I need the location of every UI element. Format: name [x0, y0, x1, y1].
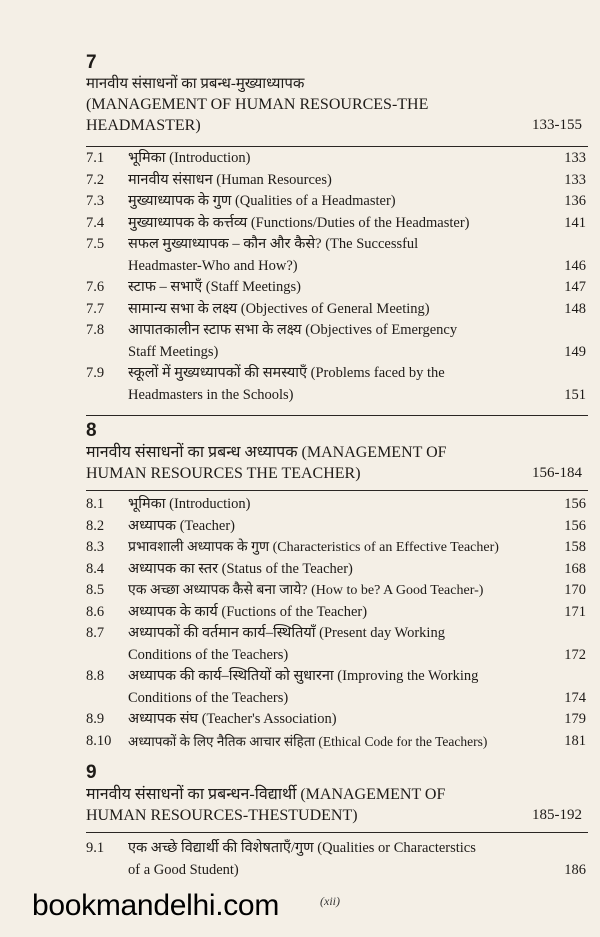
toc-entry	[86, 363, 586, 406]
entry-number: 9.1	[86, 840, 105, 856]
entry-page: 133	[564, 171, 586, 188]
entry-page: 179	[564, 711, 586, 727]
entry-title: अध्यापक (Teacher)	[128, 517, 236, 534]
chapter-title-row	[86, 805, 586, 826]
entry-title-cont: Conditions of the Teachers)	[128, 689, 289, 706]
chapter-number: 7	[86, 52, 97, 73]
entry-title: अध्यापक के कार्य (Fuctions of the Teacher)	[128, 603, 368, 620]
entry-number: 7.1	[86, 150, 105, 166]
entry-page: 168	[564, 560, 586, 577]
entry-title-cont: of a Good Student)	[128, 861, 239, 878]
chapter-divider	[86, 832, 588, 833]
toc-entry	[86, 277, 586, 299]
toc-entry	[86, 299, 586, 321]
entry-title: सफल मुख्याध्यापक – कौन और कैसे? (The Successful	[128, 236, 419, 252]
entry-page: 141	[564, 214, 586, 231]
toc-entry	[86, 580, 586, 602]
entry-number: 8.4	[86, 560, 105, 577]
entry-page: 172	[564, 646, 586, 663]
page-number: (xii)	[320, 894, 340, 908]
entry-title: मुख्याध्यापक के कर्त्तव्य (Functions/Duties of the Headmaster)	[128, 214, 470, 231]
entry-title: एक अच्छा अध्यापक कैसे बना जाये? (How to be? A Good Teacher-)	[128, 583, 484, 598]
toc-entry	[86, 559, 586, 581]
toc-entry	[86, 623, 586, 666]
entry-page: 151	[564, 386, 586, 403]
entry-title: अध्यापकों के लिए नैतिक आचार संहिता (Ethical Code for the Teachers)	[128, 733, 488, 749]
entry-number: 8.2	[86, 517, 105, 534]
toc-entry	[86, 838, 586, 881]
entry-title: अध्यापक का स्तर (Status of the Teacher)	[128, 560, 353, 577]
entry-page: 181	[564, 732, 586, 749]
toc-entry	[86, 170, 586, 192]
entry-number: 8.5	[86, 582, 105, 598]
entry-number: 7.2	[86, 171, 105, 188]
entry-number: 7.6	[86, 279, 105, 295]
entry-page: 147	[564, 279, 586, 295]
chapter-divider	[86, 146, 588, 147]
toc-entry	[86, 234, 586, 277]
toc-entry	[86, 213, 586, 235]
entry-title: प्रभावशाली अध्यापक के गुण (Characteristics of an Effective Teacher)	[128, 540, 499, 555]
toc-entry	[86, 537, 586, 559]
entry-page: 158	[564, 539, 586, 555]
entry-page: 133	[564, 150, 586, 166]
entry-number: 7.7	[86, 300, 105, 317]
entry-number: 8.6	[86, 603, 105, 620]
chapter-9-entries	[86, 838, 586, 881]
entry-title: मानवीय संसाधन (Human Resources)	[128, 171, 332, 188]
chapter-7-entries	[86, 148, 586, 406]
entry-number: 7.3	[86, 193, 105, 209]
chapter-title-cont: HUMAN RESOURCES-THESTUDENT)	[86, 807, 358, 824]
entry-page: 149	[564, 343, 586, 360]
entry-number: 8.8	[86, 668, 105, 684]
toc-entry	[86, 666, 586, 709]
entry-number: 8.7	[86, 625, 105, 641]
chapter-title-row	[86, 115, 586, 136]
entry-number: 8.3	[86, 539, 105, 555]
chapter-8-entries	[86, 494, 586, 752]
entry-title: अध्यापक संघ (Teacher's Association)	[128, 711, 337, 727]
entry-page: 136	[564, 193, 586, 209]
entry-number: 7.9	[86, 365, 105, 381]
chapter-title-cont: HUMAN RESOURCES THE TEACHER)	[86, 465, 361, 482]
chapter-page-range: 185-192	[532, 807, 582, 823]
entry-title: स्टाफ – सभाएँ (Staff Meetings)	[128, 279, 301, 295]
toc-entry	[86, 709, 586, 731]
entry-title: आपातकालीन स्टाफ सभा के लक्ष्य (Objectives of Emergency	[128, 322, 458, 338]
site-watermark: bookmandelhi.com	[32, 889, 280, 922]
toc-entry	[86, 731, 586, 753]
entry-page: 174	[564, 689, 586, 706]
entry-title-cont: Headmaster-Who and How?)	[128, 257, 298, 274]
entry-title: अध्यापक की कार्य–स्थितियों को सुधारना (Improving the Working	[128, 668, 479, 684]
toc-entry	[86, 494, 586, 516]
entry-number: 8.1	[86, 496, 105, 512]
chapter-divider	[86, 490, 588, 491]
chapter-title-english: (MANAGEMENT OF HUMAN RESOURCES-THE	[86, 96, 429, 113]
entry-number: 8.10	[86, 732, 112, 749]
entry-title: भूमिका (Introduction)	[128, 496, 251, 512]
entry-title: मुख्याध्यापक के गुण (Qualities of a Headmaster)	[128, 193, 396, 209]
chapter-page-range: 156-184	[532, 465, 582, 481]
entry-title: भूमिका (Introduction)	[128, 150, 251, 166]
entry-title-cont: Headmasters in the Schools)	[128, 386, 294, 403]
entry-page: 171	[564, 603, 586, 620]
toc-entry	[86, 516, 586, 538]
entry-title: सामान्य सभा के लक्ष्य (Objectives of General Meeting)	[128, 300, 430, 317]
entry-page: 156	[564, 496, 586, 512]
toc-entry	[86, 602, 586, 624]
chapter-9-heading	[86, 762, 586, 826]
toc-entry	[86, 320, 586, 363]
entry-page: 148	[564, 300, 586, 317]
entry-page: 146	[564, 257, 586, 274]
chapter-title: मानवीय संसाधनों का प्रबन्ध अध्यापक (MANAGEMENT OF	[86, 444, 447, 461]
chapter-number: 8	[86, 420, 97, 441]
entry-number: 7.4	[86, 214, 105, 231]
chapter-title-hindi: मानवीय संसाधनों का प्रबन्ध-मुख्याध्यापक	[86, 76, 305, 92]
chapter-title-english-cont: HEADMASTER)	[86, 117, 201, 134]
entry-title: एक अच्छे विद्यार्थी की विशेषताएँ/गुण (Qualities or Characterstics	[128, 840, 476, 856]
chapter-7-heading	[86, 52, 586, 136]
entry-title: अध्यापकों की वर्तमान कार्य–स्थितियाँ (Present day Working	[128, 625, 445, 641]
entry-number: 8.9	[86, 711, 105, 727]
chapter-number: 9	[86, 762, 97, 783]
chapter-title-row	[86, 463, 586, 484]
chapter-page-range: 133-155	[532, 117, 582, 133]
entry-page: 186	[564, 861, 586, 878]
entry-page: 170	[564, 582, 586, 598]
entry-page: 156	[564, 517, 586, 534]
chapter-title: मानवीय संसाधनों का प्रबन्धन-विद्यार्थी (MANAGEMENT OF	[86, 786, 446, 803]
entry-title-cont: Staff Meetings)	[128, 343, 219, 360]
entry-number: 7.5	[86, 236, 105, 252]
chapter-divider	[86, 415, 588, 416]
entry-number: 7.8	[86, 322, 105, 338]
entry-title: स्कूलों में मुख्यध्यापकों की समस्याएँ (Problems faced by the	[128, 365, 445, 381]
toc-entry	[86, 148, 586, 170]
entry-title-cont: Conditions of the Teachers)	[128, 646, 289, 663]
toc-entry	[86, 191, 586, 213]
chapter-8-heading	[86, 420, 586, 484]
